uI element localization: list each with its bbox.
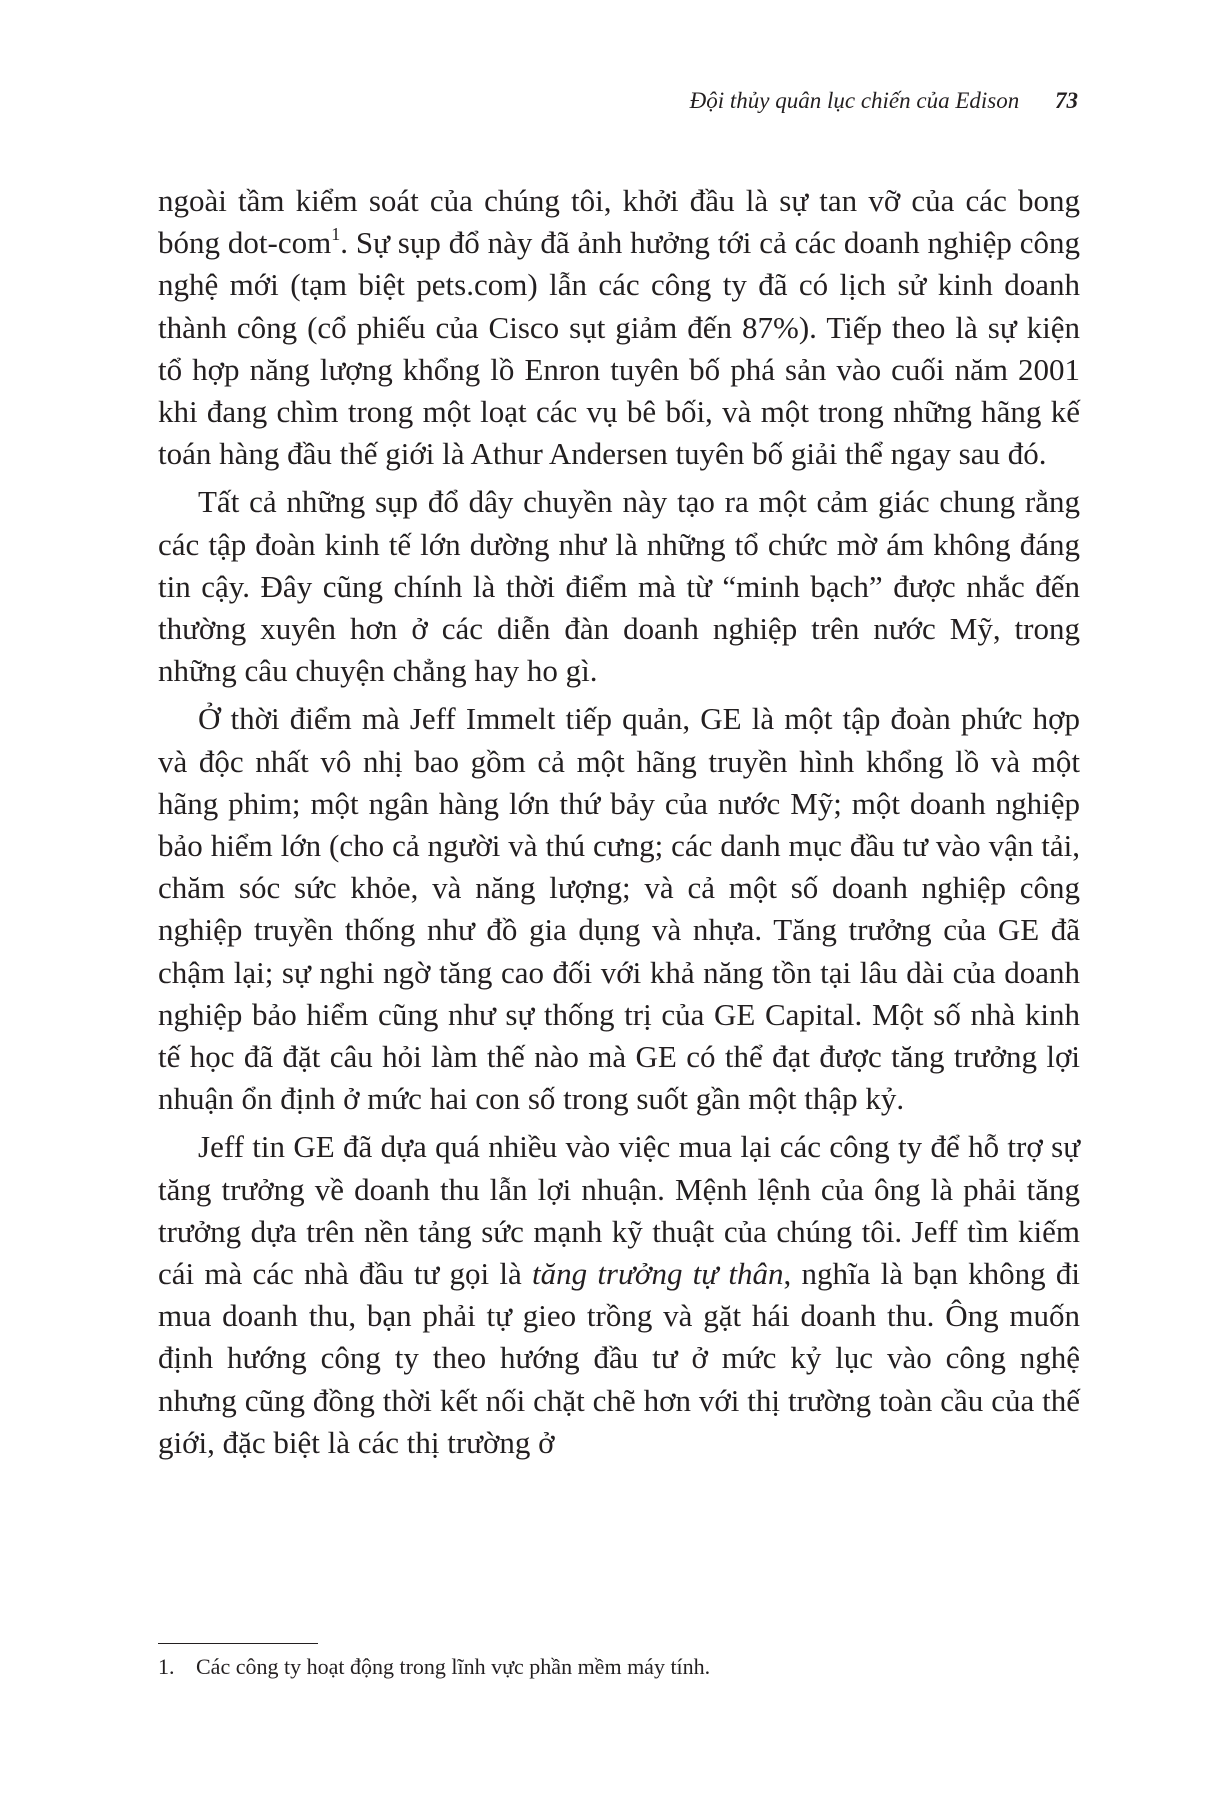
paragraph-1-part-1: ngoài tầm kiểm soát của chúng tôi, khởi đầu là sự tan vỡ của các bong bóng dot-com <box>158 183 1080 261</box>
paragraph-3: Ở thời điểm mà Jeff Immelt tiếp quản, GE là một tập đoàn phức hợp và độc nhất vô nhị bao gồm cả một hãng truyền hình khổng lồ và một hãng phim; một ngân hàng lớn thứ bảy của nước Mỹ; một doanh nghiệp bảo hiểm lớn (cho cả người và thú cưng; các danh mục đầu tư vào vận tải, chăm sóc sức khỏe, và năng lượng; và cả một số doanh nghiệp công nghiệp truyền thống như đồ gia dụng và nhựa. Tăng trưởng của GE đã chậm lại; sự nghi ngờ tăng cao đối với khả năng tồn tại lâu dài của doanh nghiệp bảo hiểm cũng như sự thống trị của GE Capital. Một số nhà kinh tế học đã đặt câu hỏi làm thế nào mà GE có thể đạt được tăng trưởng lợi nhuận ổn định ở mức hai con số trong suốt gần một thập kỷ. <box>158 701 1080 1117</box>
footnote-text: Các công ty hoạt động trong lĩnh vực phần mềm máy tính. <box>196 1654 711 1679</box>
running-header <box>690 86 1078 116</box>
running-header-title: Đội thủy quân lục chiến của Edison <box>689 88 1020 113</box>
paragraph-1 <box>158 180 1080 475</box>
footnote-divider <box>158 1643 318 1644</box>
page-number: 73 <box>1055 88 1078 113</box>
paragraph-4-part-2: , nghĩa là bạn không đi mua doanh thu, bạn phải tự gieo trồng và gặt hái doanh thu. Ông muốn định hướng công ty theo hướng đầu tư ở mức kỷ lục vào công nghệ nhưng cũng đồng thời kết nối chặt chẽ hơn với thị trường toàn cầu của thế giới, đặc biệt là các thị trường ở <box>158 1256 1081 1460</box>
footnote-number: 1. <box>158 1654 175 1679</box>
paragraph-4 <box>158 1126 1080 1464</box>
footnote <box>158 1652 1080 1682</box>
footnote-reference: 1 <box>331 224 341 245</box>
body-text <box>158 180 1080 1470</box>
paragraph-4-part-1: Jeff tin GE đã dựa quá nhiều vào việc mua lại các công ty để hỗ trợ sự tăng trưởng về doanh thu lẫn lợi nhuận. Mệnh lệnh của ông là phải tăng trưởng dựa trên nền tảng sức mạnh kỹ thuật của chúng tôi. Jeff tìm kiếm cái mà các nhà đầu tư gọi là <box>158 1129 1080 1292</box>
paragraph-1-part-2: . Sự sụp đổ này đã ảnh hưởng tới cả các doanh nghiệp công nghệ mới (tạm biệt pets.com) lẫn các công ty đã có lịch sử kinh doanh thành công (cổ phiếu của Cisco sụt giảm đến 87%). Tiếp theo là sự kiện tổ hợp năng lượng khổng lồ Enron tuyên bố phá sản vào cuối năm 2001 khi đang chìm trong một loạt các vụ bê bối, và một trong những hãng kế toán hàng đầu thế giới là Athur Andersen tuyên bố giải thể ngay sau đó. <box>158 225 1081 472</box>
paragraph-2: Tất cả những sụp đổ dây chuyền này tạo ra một cảm giác chung rằng các tập đoàn kinh tế lớn dường như là những tổ chức mờ ám không đáng tin cậy. Đây cũng chính là thời điểm mà từ “minh bạch” được nhắc đến thường xuyên hơn ở các diễn đàn doanh nghiệp trên nước Mỹ, trong những câu chuyện chẳng hay ho gì. <box>158 484 1080 689</box>
paragraph-4-emphasis: tăng trưởng tự thân <box>531 1256 784 1292</box>
